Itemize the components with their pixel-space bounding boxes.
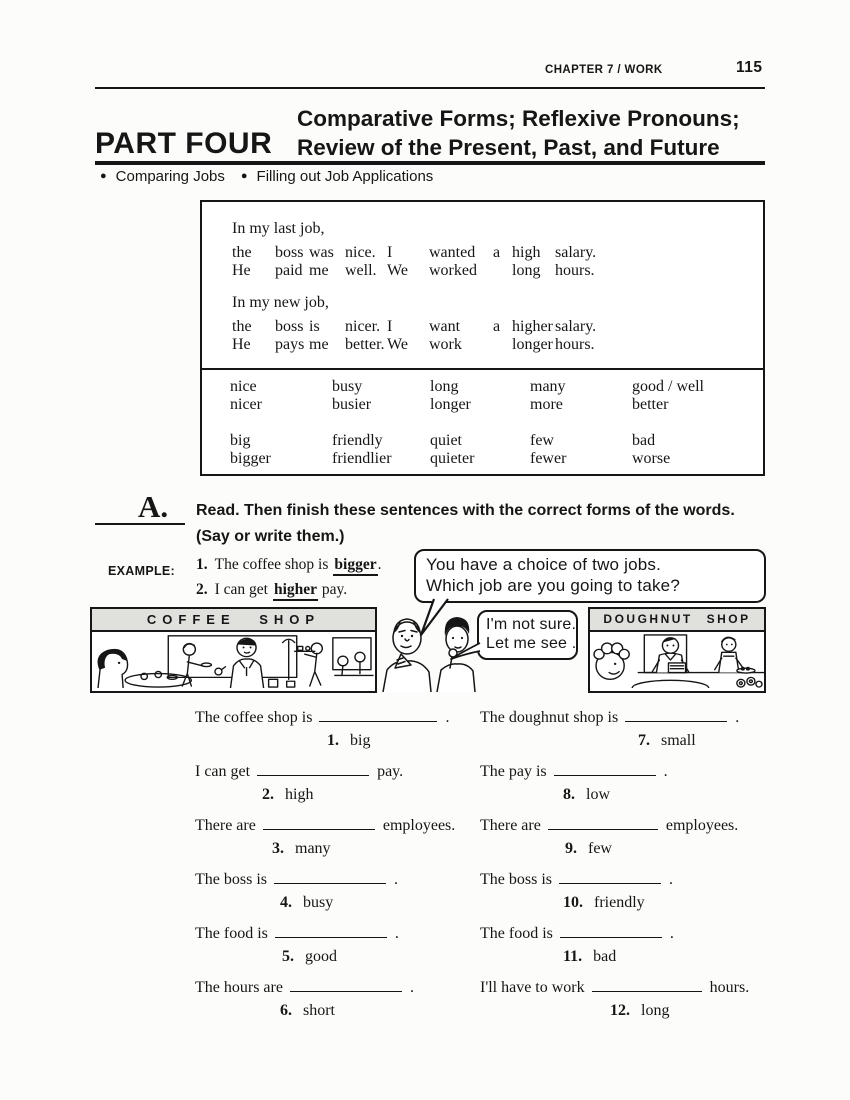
item-cue: 8. low bbox=[563, 786, 610, 803]
word: salary. bbox=[555, 244, 597, 261]
title-line-2: Review of the Present, Past, and Future bbox=[297, 135, 720, 160]
answer-blank bbox=[319, 709, 437, 722]
exercise-item-3 bbox=[195, 816, 495, 859]
word: want bbox=[429, 318, 461, 335]
sentence: There are employees. bbox=[195, 817, 456, 834]
answer-blank bbox=[592, 979, 702, 992]
word: better. bbox=[345, 336, 385, 353]
item-cue: 1. big bbox=[327, 732, 371, 749]
item-cue: 11. bad bbox=[563, 948, 617, 965]
speech-bubble-reply bbox=[477, 610, 578, 660]
example-number: 1. bbox=[196, 556, 208, 573]
doughnut-shop-illustration bbox=[590, 632, 764, 688]
sentence: I'll have to work hours. bbox=[480, 979, 750, 996]
topic-1: Comparing Jobs bbox=[115, 168, 225, 185]
word: is bbox=[309, 318, 320, 335]
speech-tail-icon bbox=[418, 597, 462, 637]
example-answer: higher bbox=[273, 581, 318, 601]
sentence: The coffee shop is . bbox=[195, 709, 450, 726]
example-label: EXAMPLE: bbox=[108, 564, 175, 578]
sentence: The boss is . bbox=[480, 871, 673, 888]
sentence: I can get pay. bbox=[195, 763, 404, 780]
answer-blank bbox=[274, 871, 386, 884]
page-title bbox=[297, 104, 740, 162]
word: worked bbox=[429, 262, 477, 279]
word: We bbox=[387, 262, 408, 279]
example-text: . bbox=[377, 556, 382, 573]
word: a bbox=[493, 318, 501, 335]
word: boss bbox=[275, 244, 304, 261]
word: me bbox=[309, 336, 329, 353]
word-pair: many more bbox=[530, 378, 566, 413]
word bbox=[493, 262, 512, 280]
comparative-word-row-1 bbox=[230, 378, 704, 414]
grammar-intro-last-job: In my last job, bbox=[232, 220, 325, 237]
exercise-item-11 bbox=[480, 924, 780, 967]
bubble-line: You have a choice of two jobs. bbox=[426, 555, 662, 574]
comparative-word-row-2 bbox=[230, 432, 670, 468]
exercise-item-6 bbox=[195, 978, 495, 1021]
answer-blank bbox=[560, 925, 662, 938]
section-letter: A. bbox=[138, 489, 169, 524]
word-pair: friendly friendlier bbox=[332, 432, 392, 467]
exercise-item-2 bbox=[195, 762, 495, 805]
bubble-line: Let me see . bbox=[486, 635, 577, 652]
word-pair: big bigger bbox=[230, 432, 271, 467]
item-cue: 7. small bbox=[638, 732, 696, 749]
word: longer bbox=[512, 336, 553, 353]
answer-blank bbox=[290, 979, 402, 992]
answer-blank bbox=[263, 817, 375, 830]
grammar-intro-new-job: In my new job, bbox=[232, 294, 329, 311]
word: nice. bbox=[345, 244, 376, 261]
answer-blank bbox=[275, 925, 387, 938]
word: was bbox=[309, 244, 334, 261]
item-cue: 3. many bbox=[272, 840, 331, 857]
item-cue: 9. few bbox=[565, 840, 612, 857]
word: wanted bbox=[429, 244, 476, 261]
word: pays bbox=[275, 336, 305, 353]
word bbox=[493, 336, 512, 354]
item-cue: 6. short bbox=[280, 1002, 335, 1019]
answer-blank bbox=[554, 763, 656, 776]
bullet-icon: ● bbox=[240, 170, 248, 182]
grammar-sentences-last-job bbox=[232, 244, 596, 280]
header-rule bbox=[95, 87, 765, 89]
word-pair: quiet quieter bbox=[430, 432, 475, 467]
word-pair: long longer bbox=[430, 378, 471, 413]
exercise-item-8 bbox=[480, 762, 780, 805]
speech-bubble-question bbox=[414, 549, 766, 603]
answer-blank bbox=[559, 871, 661, 884]
word: I bbox=[387, 318, 393, 335]
word: high bbox=[512, 244, 541, 261]
bubble-line: Which job are you going to take? bbox=[426, 576, 680, 595]
sentence: The food is . bbox=[195, 925, 399, 942]
item-cue: 4. busy bbox=[280, 894, 334, 911]
chapter-header: CHAPTER 7 / WORK bbox=[545, 64, 663, 76]
speech-tail-icon bbox=[449, 641, 481, 663]
word: paid bbox=[275, 262, 303, 279]
word-pair: nice nicer bbox=[230, 378, 262, 413]
topic-list bbox=[100, 168, 433, 185]
exercise-item-1 bbox=[195, 708, 495, 751]
doughnut-shop-sign: DOUGHNUT SHOP bbox=[590, 609, 764, 632]
topic-2: Filling out Job Applications bbox=[256, 168, 434, 185]
word: nicer. bbox=[345, 318, 381, 335]
example-text: pay. bbox=[318, 581, 348, 598]
example-text: The coffee shop is bbox=[214, 556, 329, 573]
sentence: The boss is . bbox=[195, 871, 398, 888]
title-line-1: Comparative Forms; Reflexive Pronouns; bbox=[297, 106, 740, 131]
word-pair: good / well better bbox=[632, 378, 704, 413]
exercise-item-9 bbox=[480, 816, 780, 859]
word: me bbox=[309, 262, 329, 279]
box-divider bbox=[202, 368, 763, 370]
example-text: I can get bbox=[214, 581, 268, 598]
answer-blank bbox=[257, 763, 369, 776]
word: He bbox=[232, 336, 251, 353]
exercise-item-5 bbox=[195, 924, 495, 967]
word: the bbox=[232, 318, 252, 335]
grammar-box bbox=[200, 200, 765, 476]
coffee-shop-illustration bbox=[92, 632, 375, 688]
item-cue: 2. high bbox=[262, 786, 314, 803]
word: I bbox=[387, 244, 393, 261]
bubble-line: I'm not sure. bbox=[486, 616, 577, 633]
answer-blank bbox=[548, 817, 658, 830]
word-pair: busy busier bbox=[332, 378, 372, 413]
doughnut-shop-panel bbox=[588, 607, 766, 693]
sentence: The pay is . bbox=[480, 763, 668, 780]
word: higher bbox=[512, 318, 553, 335]
section-instructions: Read. Then finish these sentences with the correct forms of the words. (Say or write them.) bbox=[196, 502, 735, 545]
example-sentence-1 bbox=[196, 556, 381, 573]
coffee-shop-sign: COFFEE SHOP bbox=[92, 609, 375, 632]
exercise-item-7 bbox=[480, 708, 780, 751]
exercise-item-12 bbox=[480, 978, 780, 1021]
exercise-item-10 bbox=[480, 870, 780, 913]
word-pair: few fewer bbox=[530, 432, 567, 467]
sentence: The hours are . bbox=[195, 979, 414, 996]
word: long bbox=[512, 262, 541, 279]
word: salary. bbox=[555, 318, 597, 335]
item-cue: 12. long bbox=[610, 1002, 670, 1019]
word: We bbox=[387, 336, 408, 353]
grammar-sentences-new-job bbox=[232, 318, 596, 354]
word-pair: bad worse bbox=[632, 432, 671, 467]
word: He bbox=[232, 262, 251, 279]
example-sentence-2 bbox=[196, 581, 347, 598]
word: boss bbox=[275, 318, 304, 335]
word: hours. bbox=[555, 262, 595, 279]
word: a bbox=[493, 244, 501, 261]
example-answer: bigger bbox=[333, 556, 377, 576]
item-cue: 5. good bbox=[282, 948, 337, 965]
part-label: PART FOUR bbox=[95, 127, 273, 160]
page-number: 115 bbox=[736, 59, 763, 76]
coffee-shop-panel bbox=[90, 607, 377, 693]
answer-blank bbox=[625, 709, 727, 722]
sentence: There are employees. bbox=[480, 817, 739, 834]
bullet-icon: ● bbox=[100, 170, 107, 182]
word: the bbox=[232, 244, 252, 261]
sentence: The food is . bbox=[480, 925, 674, 942]
item-cue: 10. friendly bbox=[563, 894, 645, 911]
sentence: The doughnut shop is . bbox=[480, 709, 740, 726]
title-rule bbox=[95, 161, 765, 165]
exercise-item-4 bbox=[195, 870, 495, 913]
word: hours. bbox=[555, 336, 595, 353]
example-number: 2. bbox=[196, 581, 208, 598]
word: well. bbox=[345, 262, 377, 279]
word: work bbox=[429, 336, 462, 353]
